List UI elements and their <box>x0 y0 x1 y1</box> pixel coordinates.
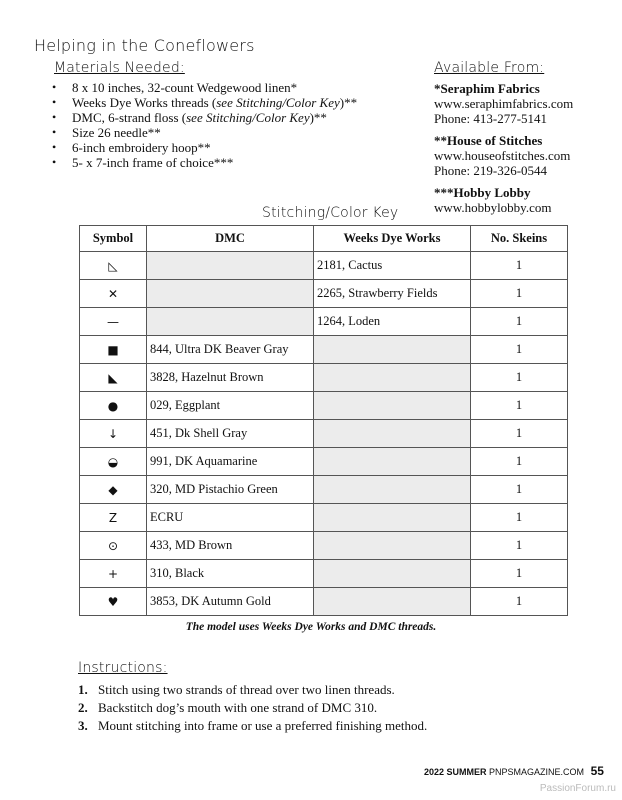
color-key-title: Stitching/Color Key <box>262 205 399 221</box>
letter-z-icon: Z <box>80 504 147 532</box>
weeks-dye-works-cell <box>314 476 471 504</box>
table-row <box>80 504 568 532</box>
supplier-name: *Seraphim Fabrics <box>434 81 540 96</box>
table-row <box>80 308 568 336</box>
supplier-url[interactable]: www.houseofstitches.com <box>434 148 571 163</box>
weeks-dye-works-cell <box>314 448 471 476</box>
column-header-symbol: Symbol <box>80 226 147 252</box>
dash-icon: — <box>80 308 147 336</box>
supplier-url[interactable]: www.hobbylobby.com <box>434 200 552 215</box>
table-header-row <box>80 226 568 252</box>
dmc-cell: 3828, Hazelnut Brown <box>147 364 314 392</box>
weeks-dye-works-cell <box>314 588 471 616</box>
skeins-cell: 1 <box>471 392 568 420</box>
skeins-cell: 1 <box>471 336 568 364</box>
skeins-cell: 1 <box>471 364 568 392</box>
supplier-phone: Phone: 219-326-0544 <box>434 163 548 178</box>
dmc-cell: 320, MD Pistachio Green <box>147 476 314 504</box>
instructions-heading: Instructions: <box>78 660 168 676</box>
supplier-hobby-lobby <box>434 185 551 215</box>
table-row <box>80 280 568 308</box>
supplier-name: ***Hobby Lobby <box>434 185 531 200</box>
supplier-phone: Phone: 413-277-5141 <box>434 111 548 126</box>
page-number: 55 <box>590 764 604 778</box>
skeins-cell: 1 <box>471 476 568 504</box>
skeins-cell: 1 <box>471 420 568 448</box>
materials-item: • Weeks Dye Works threads (see Stitching/Color Key)** <box>50 95 357 110</box>
instruction-step: 3. Mount stitching into frame or use a preferred finishing method. <box>78 718 428 733</box>
dmc-cell: 991, DK Aquamarine <box>147 448 314 476</box>
weeks-dye-works-cell <box>314 504 471 532</box>
weeks-dye-works-cell <box>314 392 471 420</box>
skeins-cell: 1 <box>471 308 568 336</box>
circled-dot-icon: ⊙ <box>80 532 147 560</box>
instruction-step: 2. Backstitch dog’s mouth with one strand of DMC 310. <box>78 700 378 715</box>
materials-item: • Size 26 needle** <box>50 125 357 140</box>
table-caption: The model uses Weeks Dye Works and DMC threads. <box>185 621 437 633</box>
table-row <box>80 336 568 364</box>
instruction-step: 1. Stitch using two strands of thread over two linen threads. <box>78 682 395 697</box>
table-row <box>80 392 568 420</box>
weeks-dye-works-cell <box>314 336 471 364</box>
table-row <box>80 560 568 588</box>
skeins-cell: 1 <box>471 588 568 616</box>
dmc-cell: ECRU <box>147 504 314 532</box>
heart-icon: ♥ <box>80 588 147 616</box>
table-row <box>80 420 568 448</box>
table-row <box>80 448 568 476</box>
dmc-cell: 3853, DK Autumn Gold <box>147 588 314 616</box>
materials-item: • 5- x 7-inch frame of choice*** <box>50 155 357 170</box>
weeks-dye-works-cell: 2181, Cactus <box>314 252 471 280</box>
weeks-dye-works-cell: 1264, Loden <box>314 308 471 336</box>
dmc-cell <box>147 280 314 308</box>
dmc-cell: 451, Dk Shell Gray <box>147 420 314 448</box>
table-row <box>80 364 568 392</box>
dmc-cell: 844, Ultra DK Beaver Gray <box>147 336 314 364</box>
table-row <box>80 252 568 280</box>
supplier-url[interactable]: www.seraphimfabrics.com <box>434 96 574 111</box>
footer-site: PNPSMAGAZINE.COM <box>489 767 585 777</box>
materials-list <box>50 80 357 170</box>
weeks-dye-works-cell <box>314 420 471 448</box>
watermark: PassionForum.ru <box>539 783 616 794</box>
column-header-dmc: DMC <box>147 226 314 252</box>
table-row <box>80 532 568 560</box>
dmc-cell: 310, Black <box>147 560 314 588</box>
skeins-cell: 1 <box>471 504 568 532</box>
table-row <box>80 588 568 616</box>
instructions-list <box>78 681 427 735</box>
materials-item: • 6-inch embroidery hoop** <box>50 140 357 155</box>
table-row <box>80 476 568 504</box>
materials-heading: Materials Needed: <box>54 60 185 76</box>
dmc-cell <box>147 252 314 280</box>
page-title: Helping in the Coneflowers <box>34 36 255 55</box>
dmc-cell: 029, Eggplant <box>147 392 314 420</box>
x-icon: ✕ <box>80 280 147 308</box>
skeins-cell: 1 <box>471 448 568 476</box>
small-triangle-outline-icon: ◺ <box>80 252 147 280</box>
skeins-cell: 1 <box>471 532 568 560</box>
plus-icon: + <box>80 560 147 588</box>
weeks-dye-works-cell <box>314 364 471 392</box>
materials-item: • DMC, 6-strand floss (see Stitching/Color Key)** <box>50 110 357 125</box>
supplier-house-of-stitches <box>434 133 570 178</box>
available-heading: Available From: <box>434 60 545 76</box>
supplier-name: **House of Stitches <box>434 133 543 148</box>
weeks-dye-works-cell <box>314 560 471 588</box>
page-footer <box>424 764 604 778</box>
skeins-cell: 1 <box>471 280 568 308</box>
column-header-weeks-dye-works: Weeks Dye Works <box>314 226 471 252</box>
skeins-cell: 1 <box>471 252 568 280</box>
half-filled-circle-icon: ◒ <box>80 448 147 476</box>
skeins-cell: 1 <box>471 560 568 588</box>
weeks-dye-works-cell: 2265, Strawberry Fields <box>314 280 471 308</box>
filled-square-icon: ■ <box>80 336 147 364</box>
materials-item: • 8 x 10 inches, 32-count Wedgewood linen* <box>50 80 357 95</box>
filled-circle-icon: ● <box>80 392 147 420</box>
stitching-color-key-table <box>79 225 568 616</box>
supplier-seraphim <box>434 81 573 126</box>
footer-issue: 2022 SUMMER <box>424 767 487 777</box>
filled-diamond-icon: ◆ <box>80 476 147 504</box>
column-header-skeins: No. Skeins <box>471 226 568 252</box>
weeks-dye-works-cell <box>314 532 471 560</box>
dmc-cell <box>147 308 314 336</box>
down-arrow-icon: ↓ <box>80 420 147 448</box>
dmc-cell: 433, MD Brown <box>147 532 314 560</box>
filled-triangle-icon: ◣ <box>80 364 147 392</box>
